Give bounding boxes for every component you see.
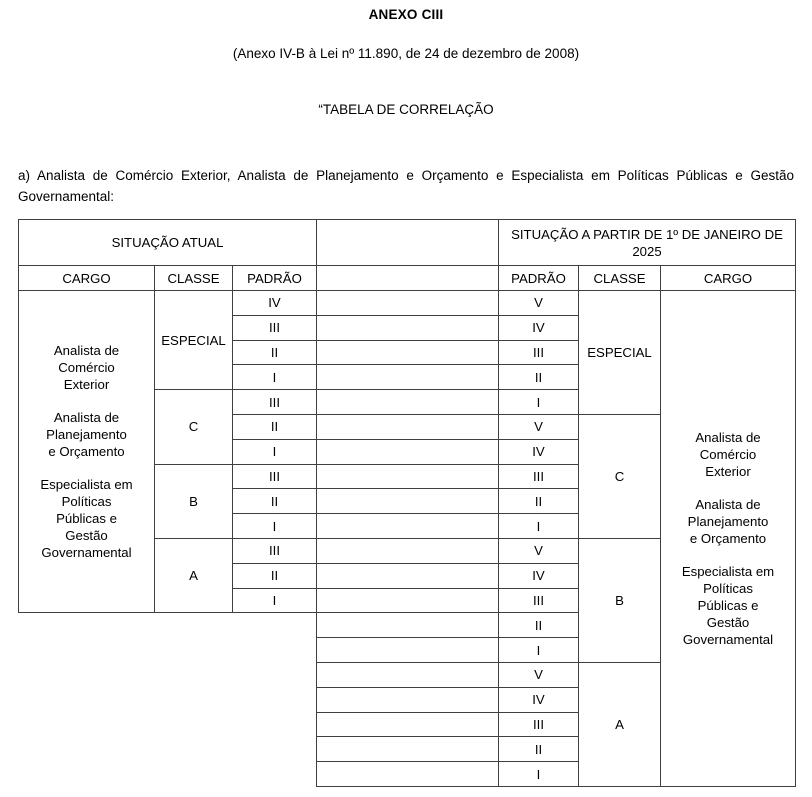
spacer-cell bbox=[317, 588, 499, 613]
correlation-table bbox=[18, 219, 796, 787]
spacer-cell bbox=[317, 315, 499, 340]
header-cargo-right: CARGO bbox=[661, 266, 796, 291]
padrao-cell-right: I bbox=[499, 638, 579, 663]
spacer-cell bbox=[317, 538, 499, 563]
padrao-cell-right: I bbox=[499, 514, 579, 539]
cargo-text-block: Analista de Comércio Exterior bbox=[53, 343, 120, 393]
padrao-cell-right: IV bbox=[499, 687, 579, 712]
padrao-cell-right: II bbox=[499, 489, 579, 514]
page-title: ANEXO CIII bbox=[368, 7, 444, 22]
document-subtitle: (Anexo IV-B à Lei nº 11.890, de 24 de dezembro de 2008) bbox=[232, 46, 580, 61]
spacer-cell bbox=[317, 340, 499, 365]
padrao-cell-left: II bbox=[233, 414, 317, 439]
padrao-cell-left: II bbox=[233, 563, 317, 588]
cargo-text-block: Analista de Planejamento e Orçamento bbox=[687, 496, 769, 546]
cargo-text-block: Especialista em Políticas Públicas e Gestão Governamental bbox=[40, 477, 133, 561]
spacer-cell bbox=[317, 762, 499, 787]
padrao-cell-right: V bbox=[499, 662, 579, 687]
header-spacer-sub bbox=[317, 266, 499, 291]
classe-cell-right: ESPECIAL bbox=[579, 291, 661, 415]
spacer-cell bbox=[317, 365, 499, 390]
spacer-cell bbox=[317, 563, 499, 588]
spacer-cell bbox=[317, 291, 499, 316]
header-padrao-left: PADRÃO bbox=[233, 266, 317, 291]
header-situacao-atual: SITUAÇÃO ATUAL bbox=[19, 220, 317, 266]
spacer-cell bbox=[317, 737, 499, 762]
classe-cell-right: B bbox=[579, 538, 661, 662]
padrao-cell-left: III bbox=[233, 390, 317, 415]
padrao-cell-left: II bbox=[233, 489, 317, 514]
cargo-cell-right bbox=[661, 291, 796, 787]
classe-cell-left: C bbox=[155, 390, 233, 464]
classe-cell-left: A bbox=[155, 538, 233, 612]
padrao-cell-right: I bbox=[499, 390, 579, 415]
spacer-cell bbox=[317, 489, 499, 514]
table-header-group-row bbox=[19, 220, 796, 266]
spacer-cell bbox=[317, 439, 499, 464]
section-paragraph: a) Analista de Comércio Exterior, Analista de Planejamento e Orçamento e Especialista em Políticas Públicas e Gestão Governamental: bbox=[18, 168, 794, 204]
spacer-cell bbox=[317, 514, 499, 539]
header-padrao-right: PADRÃO bbox=[499, 266, 579, 291]
padrao-cell-left: III bbox=[233, 464, 317, 489]
spacer-cell bbox=[317, 464, 499, 489]
padrao-cell-right: V bbox=[499, 291, 579, 316]
header-classe-left: CLASSE bbox=[155, 266, 233, 291]
padrao-cell-left: I bbox=[233, 588, 317, 613]
spacer-cell bbox=[317, 414, 499, 439]
cargo-text-block: Analista de Comércio Exterior bbox=[695, 429, 761, 479]
padrao-cell-right: III bbox=[499, 588, 579, 613]
padrao-cell-right: II bbox=[499, 365, 579, 390]
padrao-cell-right: IV bbox=[499, 563, 579, 588]
padrao-cell-left: I bbox=[233, 365, 317, 390]
cargo-cell-left bbox=[19, 291, 155, 613]
header-situacao-2025: SITUAÇÃO A PARTIR DE 1º DE JANEIRO DE 2025 bbox=[499, 220, 796, 266]
spacer-cell bbox=[317, 390, 499, 415]
padrao-cell-right: I bbox=[499, 762, 579, 787]
header-classe-right: CLASSE bbox=[579, 266, 661, 291]
padrao-cell-right: V bbox=[499, 414, 579, 439]
empty-area-left bbox=[19, 613, 317, 787]
correlation-table-wrapper bbox=[18, 219, 795, 781]
table-caption-title: “TABELA DE CORRELAÇÃO bbox=[318, 102, 494, 117]
padrao-cell-right: IV bbox=[499, 439, 579, 464]
padrao-cell-right: IV bbox=[499, 315, 579, 340]
spacer-cell bbox=[317, 712, 499, 737]
classe-cell-left: B bbox=[155, 464, 233, 538]
table-header-column-row bbox=[19, 266, 796, 291]
cargo-text-block: Analista de Planejamento e Orçamento bbox=[46, 410, 127, 460]
cargo-text-block: Especialista em Políticas Públicas e Gestão Governamental bbox=[681, 563, 775, 647]
table-row bbox=[19, 291, 796, 316]
classe-cell-right: C bbox=[579, 414, 661, 538]
padrao-cell-left: I bbox=[233, 439, 317, 464]
header-spacer-top bbox=[317, 220, 499, 266]
padrao-cell-right: V bbox=[499, 538, 579, 563]
spacer-cell bbox=[317, 662, 499, 687]
padrao-cell-right: II bbox=[499, 737, 579, 762]
padrao-cell-right: III bbox=[499, 464, 579, 489]
padrao-cell-left: III bbox=[233, 538, 317, 563]
padrao-cell-left: II bbox=[233, 340, 317, 365]
classe-cell-left: ESPECIAL bbox=[155, 291, 233, 390]
padrao-cell-left: III bbox=[233, 315, 317, 340]
spacer-cell bbox=[317, 613, 499, 638]
padrao-cell-left: I bbox=[233, 514, 317, 539]
spacer-cell bbox=[317, 638, 499, 663]
padrao-cell-right: III bbox=[499, 340, 579, 365]
spacer-cell bbox=[317, 687, 499, 712]
padrao-cell-right: III bbox=[499, 712, 579, 737]
padrao-cell-left: IV bbox=[233, 291, 317, 316]
header-cargo-left: CARGO bbox=[19, 266, 155, 291]
classe-cell-right: A bbox=[579, 662, 661, 786]
correlation-table-body bbox=[19, 220, 796, 787]
padrao-cell-right: II bbox=[499, 613, 579, 638]
